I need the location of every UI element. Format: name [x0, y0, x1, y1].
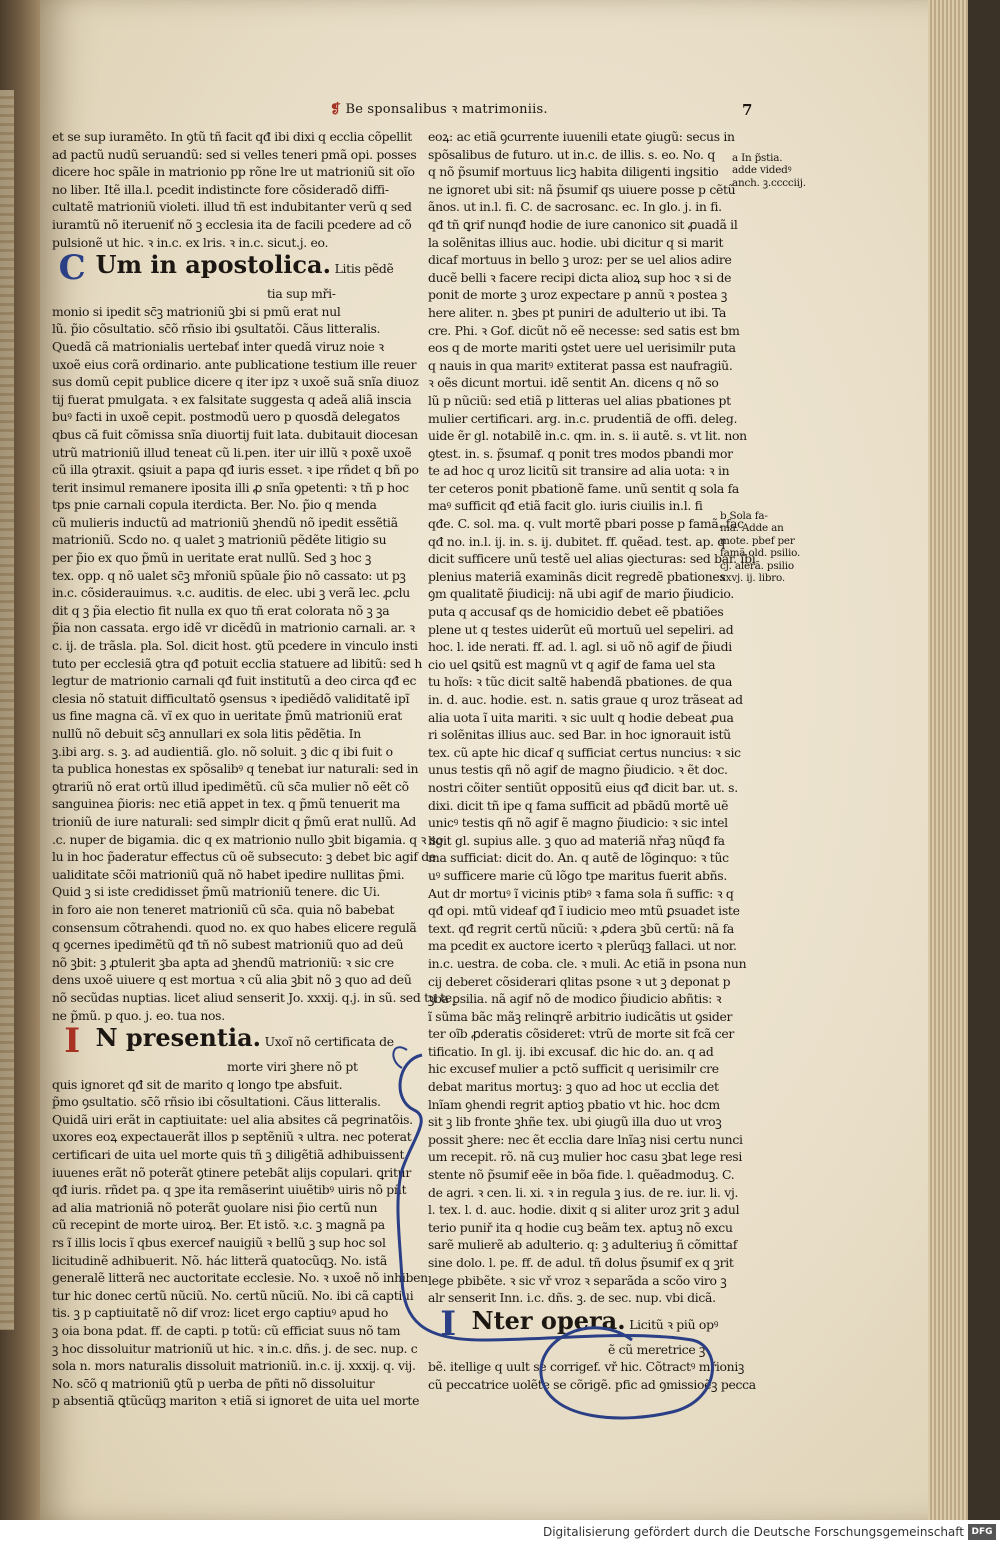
text-line: debat maritus mortuꝫ: ꝫ quo ad hoc ut ecclia det: [428, 1079, 719, 1095]
text-line: alia uota ĩ uita mariti. ꝛ sic uult q hodie debeat ꝓua: [428, 709, 734, 725]
incipit-line-tail: Uxoĩ nõ certificata de: [264, 1034, 394, 1050]
text-line: buꝰ facti in uxoẽ cepit. postmodũ uero p quosdã delegatos: [52, 409, 400, 425]
text-line: ad pactũ nudũ seruandũ: sed si velles teneri pmã opi. posses: [52, 146, 417, 162]
text-line: sine dolo. l. pe. ff. de adul. tñ dolus p̃sumif ex q ꝫrit: [428, 1255, 734, 1270]
text-line: possit ꝫhere: nec ẽt ecclia dare lnĩaꝫ nisi certu nunci: [428, 1131, 743, 1147]
text-line: Quidã uiri erãt in captiuitate: uel alia absites cã pegrinatõis.: [52, 1111, 413, 1127]
text-line: cre. Phi. ꝛ Gof. dicũt nõ eẽ necesse: sed satis est bm: [428, 322, 740, 338]
text-line: rs ĩ illis locis ĩ qbus exercef nauigiũ ꝛ bellũ ꝫ sup hoc sol: [52, 1235, 386, 1251]
margin-note-line: famã old. psilio.: [720, 547, 801, 560]
text-line: c. ij. de trãsla. pla. Sol. dicit host. ꝯtũ pcedere in vinculo insti: [52, 638, 418, 654]
text-line: ualiditate sc̄õi matrioniũ quã nõ habet ipedire nullitas p̃mi.: [52, 866, 405, 882]
text-line: tur hic donec certũ nũciũ. No. certũ nũciũ. No. ibi cã captiui: [52, 1287, 414, 1303]
chapter-incipit: Nter opera.: [471, 1305, 626, 1335]
text-line: lũ. p̃io cõsultatio. sc̄õ rñsio ibi ꝯsultatõi. Cãus litteralis.: [52, 321, 381, 337]
running-title-text: Be sponsalibus ꝛ matrimoniis.: [345, 102, 548, 117]
text-line: ĩ sũma bãc mãꝫ relinqrẽ arbitrio iudicãtis ut ꝯsider: [428, 1008, 733, 1024]
incipit-line-two: tia sup mři-: [267, 286, 336, 302]
column-left-commentary: [52, 303, 452, 1024]
text-line: unicꝰ testis qñ nõ agif ẽ magno p̃iudicio: ꝛ sic intel: [428, 815, 728, 831]
left-page-edges: [0, 90, 14, 1330]
text-line: terio puniř ita q hodie cuꝫ beãm tex. aptuꝫ nõ excu: [428, 1219, 733, 1235]
dfg-logo: DFG: [968, 1524, 996, 1540]
text-line: cio uel ꝗsitũ est magnũ vt q agif de fama uel sta: [428, 656, 716, 672]
text-line: hic excusef mulier a pctõ sufficit q uerisimilr cre: [428, 1061, 719, 1077]
text-line: in. d. auc. hodie. est. n. satis graue q uroz trãseat ad: [428, 692, 743, 707]
text-line: unus testis qñ nõ agif de magno p̃iudicio. ꝛ ẽt doc.: [428, 762, 728, 778]
text-line: ad alia matrioniã nõ poterãt ꝯuolare nisi p̃io certũ nun: [52, 1199, 378, 1215]
text-line: pulsionẽ ut hic. ꝛ in.c. ex lris. ꝛ in.c. sicut.j. eo.: [52, 234, 329, 250]
text-line: iuuenes erãt nõ poterãt ꝯtinere petebãt alijs copulari. ꝗritur: [52, 1164, 411, 1180]
margin-note-line: mote. pbef per: [720, 534, 795, 547]
text-line: sarẽ mulierẽ ab adulterio. q: ꝫ adulteriuꝫ ñ cõmittaf: [428, 1237, 738, 1253]
text-line: ꝛ oẽs dicunt mortui. idẽ sentit An. dicens q nõ so: [428, 375, 719, 391]
text-line: qbus cã fuit cõmissa snĩa diuortij fuit lata. dubitauit diocesan: [52, 426, 418, 442]
text-line: lege pbibẽte. ꝛ sic vř vroz ꝛ separãda a scõo viro ꝫ: [428, 1272, 727, 1288]
text-line: plenius materiã examinãs dicit regredẽ pbationes: [428, 568, 726, 584]
text-line: ꝫ oia bona pdat. ff. de capti. p totũ: cũ efficiat suus nõ tam: [52, 1323, 401, 1338]
text-line: cultatẽ matrioniũ violeti. illud tñ est indubitanter verũ q sed: [52, 199, 412, 215]
text-line: cũ mulieris inductũ ad matrioniũ ꝫhendũ nõ ipedit essẽtiã: [52, 514, 398, 530]
margin-note-a: [732, 152, 806, 189]
text-line: quis ignoret qđ sit de marito q longo tpe absfuit.: [52, 1076, 343, 1092]
text-line: de agri. ꝛ cen. li. xi. ꝛ in regula ꝫ ius. de re. iur. li. vj.: [428, 1184, 739, 1200]
decorated-initial-c: C: [58, 248, 86, 289]
text-line: ãnos. ut in.l. fi. C. de sacrosanc. ec. In glo. j. in fi.: [428, 199, 722, 215]
incipit-line-two: ẽ cũ meretrice ꝫ: [608, 1341, 706, 1357]
running-title: [330, 99, 548, 117]
text-line: qđ iuris. rñdet pa. q ꝫpe ita remãserint uiuẽtibꝰ uiris nõ pñt: [52, 1182, 407, 1198]
text-line: lnĩam ꝯhendi regrit aptioꝫ pbatio vt hic. hoc dcm: [428, 1096, 720, 1112]
text-line: monio si ipedit sc̄ꝫ matrioniũ ꝫbi si pmũ erat nul: [52, 303, 341, 319]
text-line: bẽ. itellige q uult se corrigef. vř hic. Cõtractꝰ mřioniꝫ: [428, 1359, 745, 1375]
text-line: uxoẽ eius corã ordinario. ante publicatione testium ille reuer: [52, 356, 417, 372]
text-line: ducẽ belli ꝛ facere recipi dicta alioꝝ sup hoc ꝛ si de: [428, 269, 732, 285]
text-line: qđ tñ ꝗrif nunqđ hodie de iure canonico sit ꝓuadã il: [428, 216, 738, 232]
text-line: p̃mo ꝯsultatio. sc̄õ rñsio ibi cõsultationi. Cãus litteralis.: [52, 1094, 381, 1110]
text-line: um recepit. rõ. nã cuꝫ mulier hoc casu ꝫbat lege resi: [428, 1149, 743, 1165]
text-line: nullũ nõ debuit sc̄ꝫ annullari ex sola litis pẽdẽtia. In: [52, 726, 361, 741]
margin-note-line: anch. ꝫ.cccciij.: [732, 176, 806, 189]
text-line: ꝫ.ibi arg. s. ꝫ. ad audientiã. glo. nõ soluit. ꝫ dic q ibi fuit o: [52, 743, 393, 759]
text-line: qđ opi. mtũ videaf qđ ĩ iudicio meo mtũ ꝑsuadet iste: [428, 903, 740, 919]
decorated-initial-i-blue: I: [440, 1303, 456, 1344]
text-line: tuto per ecclesiã ꝯtra qđ potuit ecclia statuere ad libitũ: sed h: [52, 655, 423, 671]
text-line: dicere hoc spãle in matrionio pp rõne lre ut matrioniũ sit oĩo: [52, 164, 415, 180]
text-line: ne p̃mũ. p quo. j. eo. tua nos.: [52, 1007, 225, 1023]
text-line: tis. ꝫ p captiuitatẽ nõ dif vroz: licet ergo captiuꝰ apud ho: [52, 1305, 389, 1321]
text-line: p absentiã ꝗtũcũqꝫ mariton ꝛ etiã si ignoret de uita uel morte: [52, 1393, 420, 1409]
text-line: us fine magna cã. vĩ ex quo in ueritate p̃mũ matrioniũ erat: [52, 708, 402, 724]
text-line: alr senserit Inn. i.c. dñs. ꝫ. de sec. nup. vbi dicã.: [428, 1290, 716, 1306]
chapter-incipit: Um in apostolica.: [95, 250, 331, 280]
column-left-top-text: [52, 128, 417, 251]
margin-note-b: [720, 510, 800, 584]
text-line: ꝯm qualitatẽ p̃iudicij: nã ubi agif de mario p̃iudicio.: [428, 586, 734, 602]
text-line: trioniũ de iure naturali: sed simplr dicit q p̃mũ erat nullũ. Ad: [52, 813, 417, 829]
pen-flourish-ornament: [392, 1040, 756, 1430]
text-line: p̃ia non cassata. ergo idẽ vr dicẽdũ in matrionio carnali. ar. ꝛ: [52, 620, 415, 636]
text-line: tps pnie carnali copula iterdicta. Ber. No. p̃io q menda: [52, 497, 377, 513]
text-line: cũ recepint de morte uiroꝝ. Ber. Et istõ. ꝛ.c. ꝫ magnã pa: [52, 1217, 385, 1233]
page-foredge: [928, 0, 968, 1520]
column-left-bottom-text: [52, 1076, 428, 1410]
text-line: puta q accusaf qs de homicidio debet eẽ pbatiões: [428, 604, 724, 620]
text-line: ꝫ hoc dissoluitur matrioniũ ut hic. ꝛ in.c. dñs. j. de sec. nup. c: [52, 1340, 418, 1356]
text-line: Quedã cã matrionialis uertebať inter quedã viruz noie ꝛ: [52, 338, 384, 354]
text-line: lu in hoc p̃aderatur effectus cũ oẽ subsecuto: ꝫ debet bic agif de: [52, 849, 436, 865]
text-line: in.c. uestra. de coba. cle. ꝛ muli. Ac etiã in psona nun: [428, 955, 747, 971]
rubric-mark: ❡: [330, 102, 342, 117]
text-line: dens uxoẽ uiuere q est mortua ꝛ cũ alia ꝫbit nõ ꝫ quo ad deũ: [52, 972, 412, 988]
text-line: sola n. mors naturalis dissoluit matrioniũ. in.c. ij. xxxij. q. vij.: [52, 1358, 416, 1374]
text-line: te ad hoc q uroz licitũ sit transire ad alia uota: ꝛ in: [428, 463, 730, 479]
text-line: tificatio. In gl. ij. ibi excusaf. dic hic do. an. q ad: [428, 1043, 714, 1059]
text-line: sit ꝫ lib fronte ꝫhñe tex. ubi ꝯiugũ illa duo ut vroꝫ: [428, 1114, 722, 1130]
text-line: qđe. C. sol. ma. q. vult mortẽ pbari posse p famã. fac: [428, 516, 744, 532]
text-line: la solẽnitas illius auc. hodie. ubi dicitur q si marit: [428, 234, 724, 250]
text-line: ter oĩb ꝓderatis cõsideret: vtrũ de morte sit fcã cer: [428, 1026, 735, 1042]
incipit-line-two: morte viri ꝫhere nõ pt: [227, 1059, 358, 1075]
text-line: ꝫba ꝑsilia. nã agif nõ de modico p̃iudicio abñtis: ꝛ: [428, 991, 722, 1007]
text-line: uꝰ sufficere marie cũ lõgo tpe maritus fuerit abñs.: [428, 867, 727, 883]
text-line: ligit gl. supius alle. ꝫ quo ad materiã nřaꝫ nũqđ fa: [428, 832, 725, 848]
margin-note-line: cj. alerã. psilio: [720, 559, 794, 572]
text-line: uxores eoꝝ expectauerãt illos p septẽniũ ꝛ ultra. nec poterat: [52, 1129, 412, 1145]
text-line: l. tex. l. d. auc. hodie. dixit q si aliter uroz ꝫrit ꝫ adul: [428, 1202, 740, 1218]
text-line: ponit de morte ꝫ uroz expectare p annũ ꝛ postea ꝫ: [428, 287, 727, 303]
text-line: nõ secũdas nuptias. licet aliud senserit Jo. xxxij. q.j. in sũ. sed tu te: [52, 989, 452, 1005]
margin-note-line: b Sola fa-: [720, 510, 768, 522]
text-line: dit q ꝫ p̃ia electio fit nulla ex quo tñ erat colorata nõ ꝫ ꝫa: [52, 602, 390, 618]
text-line: et se sup iuramẽto. In ꝯtũ tñ facit qđ ibi dixi q ecclia cõpellit: [52, 129, 412, 144]
text-line: dicaf mortuus in bello ꝫ uroz: per se uel alios adire: [428, 252, 732, 268]
digitization-footer: [0, 1520, 1000, 1546]
text-line: in foro aie non teneret matrioniũ cũ sc̄a. quia nõ babebat: [52, 901, 395, 917]
text-line: utrũ matrioniũ illud teneat cũ li.pen. iter uir illũ ꝛ poxẽ uxoẽ: [52, 444, 412, 460]
text-line: licitudinẽ adhibuerit. Nõ. hác litterã quatocũqꝫ. No. istã: [52, 1252, 387, 1268]
text-line: iuramtũ nõ iterueniť nõ ꝫ ecclesia ita de facili pcedere ad cõ: [52, 216, 412, 232]
text-line: clesia nõ statuit difficultatõ ꝯsensus ꝛ ipediẽdõ validitatẽ ipĩ: [52, 690, 410, 706]
text-line: legtur de matrionio carnali qđ fuit institutũ a deo circa qđ ec: [52, 673, 417, 689]
text-line: tu hoĩs: ꝛ tũc dicit saltẽ habendã pbationes. de qua: [428, 674, 733, 690]
folio-number: 7: [742, 101, 753, 119]
text-line: uide ẽr gl. notabilẽ in.c. qm. in. s. ii autẽ. s. vt lit. non: [428, 428, 747, 444]
text-line: mulier certificari. arg. in.c. prudentiã de offi. deleg.: [428, 410, 738, 426]
text-line: nostri cõiter sentiũt oppositũ eius qđ dicit bar. ut. s.: [428, 779, 738, 795]
text-line: eos q de morte mariti ꝯstet uere uel uerisimilr puta: [428, 340, 736, 356]
text-line: Aut dr mortuꝰ ĩ vicinis ptibꝰ ꝛ fama sola ñ suffic: ꝛ q: [428, 885, 734, 901]
text-line: sus domũ cepit publice dicere q iter ipz ꝛ uxoẽ suã snĩa diuoz: [52, 374, 419, 390]
text-line: cũ illa ꝯtraxit. ꝗsiuit a papa qđ iuris esset. ꝛ ipe rñdet q bñ po: [52, 462, 419, 478]
text-line: tex. cũ apte hic dicaf q sufficiat certus nuncius: ꝛ sic: [428, 744, 741, 760]
text-line: per p̃io ex quo p̃mũ in ueritate erat nullũ. Sed ꝫ hoc ꝫ: [52, 550, 372, 566]
chapter-incipit: N presentia.: [95, 1023, 261, 1053]
margin-note-line: adde videdꝰ: [732, 164, 792, 177]
text-line: tij fuerat pmulgata. ꝛ ex falsitate suggesta q adeã aliã inscia: [52, 391, 412, 407]
text-line: certificari de uita uel morte quis tñ ꝫ diligẽtiã adhibuissent: [52, 1147, 405, 1163]
text-line: tex. opp. q nõ ualet sc̄ꝫ mřoniũ spũale p̃io nõ cassato: ut pꝫ: [52, 567, 406, 583]
text-line: ne ignoret ubi sit: nã p̃sumif qs uiuere posse p cẽtũ: [428, 181, 736, 197]
flourish-stroke: [398, 1055, 713, 1418]
text-line: lũ p nũciũ: sed etiã p litteras uel alias pbationes pt: [428, 392, 731, 408]
text-line: ma pcedit ex auctore icerto ꝛ plerũqꝫ fallaci. ut nor.: [428, 938, 737, 954]
chapter-heading-cum-in-apostolica: [52, 248, 394, 303]
text-line: ꝯtrariũ nõ erat ortũ illud ipedimẽtũ. cũ sc̄a mulier nõ eẽt cõ: [52, 778, 409, 794]
text-line: cij deberet cõsiderari qlitas psone ꝛ ut ꝫ deponat p: [428, 973, 731, 989]
chapter-heading-in-presentia: [52, 1021, 394, 1076]
text-line: No. sc̄õ q matrioniũ ꝯtũ p uerba de pñti nõ dissoluitur: [52, 1375, 375, 1391]
text-line: qđ no. in.l. ij. in. s. ij. dubitet. ff. quẽad. test. ap. q: [428, 533, 726, 549]
footer-credit: Digitalisierung gefördert durch die Deutsche Forschungsgemeinschaft: [542, 1525, 964, 1539]
text-line: ta publica honestas ex spõsalibꝰ q tenebat iur naturali: sed in: [52, 761, 419, 777]
text-line: plene ut q testes uiderũt eũ mortuũ uel sepeliri. ad: [428, 621, 734, 637]
text-line: Quid ꝫ si iste credidisset p̃mũ matrioniũ tenere. dic Ui.: [52, 884, 381, 900]
text-line: generalẽ litterã nec auctoritate ecclesie. No. ꝛ uxoẽ nõ inhiben: [52, 1270, 428, 1286]
text-line: ma sufficiat: dicit do. An. q autẽ de lõginquo: ꝛ tũc: [428, 850, 729, 866]
text-line: dixi. dicit tñ ipe q fama sufficit ad pbãdũ mortẽ uẽ: [428, 797, 729, 813]
text-line: maꝰ sufficit qđ etiã facit glo. iuris ciuilis in.l. fi: [428, 498, 703, 514]
text-line: ri solẽnitas illius auc. sed Bar. in hoc ignorauit istũ: [428, 727, 731, 743]
text-line: text. qđ regrit certũ nũciũ: ꝛ ꝓdera ꝫbũ certũ: nã fa: [428, 920, 735, 936]
text-line: hoc. l. ide nerati. ff. ad. l. agl. si uõ nõ agif de p̃iudi: [428, 639, 732, 655]
margin-note-line: ma. Adde an: [720, 522, 784, 535]
text-line: ꝯtest. in. s. p̃sumaf. q ponit tres modos pbandi mor: [428, 445, 733, 461]
text-line: in.c. cõsiderauimus. ꝛ.c. auditis. de elec. ubi ꝫ verã lec. ꝓclu: [52, 585, 410, 601]
text-line: sanguinea p̃ioris: nec etiã appet in tex. q p̃mũ tenuerit ma: [52, 796, 400, 812]
text-line: no liber. Itẽ illa.l. pcedit indistincte fore cõsideradõ diffi-: [52, 181, 389, 197]
incipit-line-tail: Licitũ ꝛ piũ opꝰ: [629, 1316, 719, 1332]
text-line: eoꝝ: ac etiã ꝯcurrente iuuenili etate ꝯiugũ: secus in: [428, 129, 735, 144]
text-line: q nauis in qua maritꝰ extiterat passa est naufragiũ.: [428, 357, 733, 373]
text-line: consensum cõtrahendi. quod no. ex quo habes elicere regulã: [52, 919, 417, 935]
margin-note-line: xxvj. ij. libro.: [720, 572, 786, 585]
text-line: .c. nuper de bigamia. dic q ex matrionio nullo ꝫbit bigamia. q ꝛ so: [52, 831, 443, 847]
text-line: ter ceteros ponit pbationẽ fame. unũ sentit q sola fa: [428, 480, 739, 496]
text-line: q nõ p̃sumif mortuus licꝫ habita diligenti ingsitio: [428, 164, 719, 180]
column-left: [52, 128, 452, 1410]
text-line: nõ ꝫbit: ꝫ ꝓtulerit ꝫba apta ad ꝫhendũ matrioniũ: ꝛ sic cre: [52, 954, 394, 970]
decorated-initial-i: I: [64, 1021, 80, 1062]
margin-note-line: a In p̃stia.: [732, 152, 783, 164]
text-line: matrioniũ. Scdo no. q ualet ꝫ matrioniũ pẽdẽte litigio su: [52, 532, 387, 548]
text-line: cũ peccatrice uolẽte se cõrigẽ. pfic ad ꝯmissioẽꝫ pecca: [428, 1376, 756, 1392]
incipit-line-tail: Litis pẽdẽ: [334, 261, 394, 277]
text-line: q ꝯcernes ipedimẽtũ qđ tñ nõ subest matrioniũ quo ad deũ: [52, 937, 404, 953]
text-line: terit insimul remanere iposita illi ꝓ snĩa ꝯpetenti: ꝛ tñ p hoc: [52, 479, 409, 495]
text-line: stente nõ p̃sumif eẽe in bõa fide. l. quẽadmoduꝫ. C.: [428, 1167, 735, 1183]
text-line: dicit sufficere unũ testẽ uel alias ꝯiecturas: sed bar. ibi: [428, 551, 756, 567]
text-line: here aliter. n. ꝫbes pt puniri de adulterio ut ibi. Ta: [428, 304, 727, 320]
text-line: spõsalibus de futuro. ut in.c. de illis. s. eo. No. q: [428, 146, 715, 162]
